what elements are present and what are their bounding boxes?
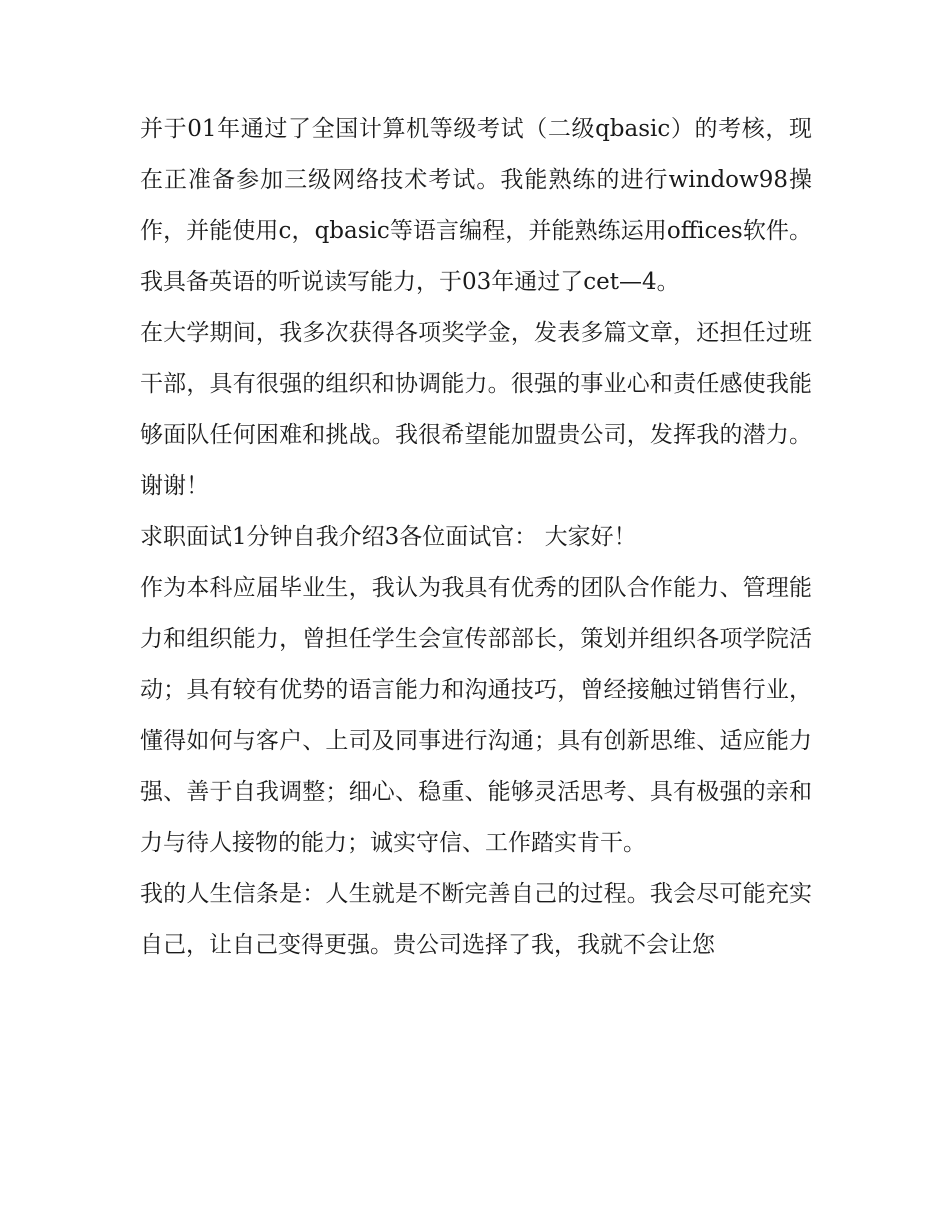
paragraph-university-achievements: 在大学期间，我多次获得各项奖学金，发表多篇文章，还担任过班干部，具有很强的组织和协调能力。很强的事业心和责任感使我能够面队任何困难和挑战。我很希望能加盟贵公司，发挥我的潜力。谢谢！ xyxy=(140,320,812,499)
paragraph-abilities: 作为本科应届毕业生，我认为我具有优秀的团队合作能力、管理能力和组织能力，曾担任学生会宣传部部长，策划并组织各项学院活动；具有较有优势的语言能力和沟通技巧，曾经接触过销售行业，懂得如何与客户、上司及同事进行沟通；具有创新思维、适应能力强、善于自我调整；细心、稳重、能够灵活思考、具有极强的亲和力与待人接物的能力；诚实守信、工作踏实肯干。 xyxy=(140,575,812,856)
paragraph-life-motto: 我的人生信条是：人生就是不断完善自己的过程。我会尽可能充实自己，让自己变得更强。贵公司选择了我，我就不会让您 xyxy=(140,881,812,958)
paragraph-interview-heading: 求职面试1分钟自我介绍3各位面试官： 大家好！ xyxy=(140,524,637,550)
document-body xyxy=(140,104,812,971)
paragraph-education-skills: 并于01年通过了全国计算机等级考试（二级qbasic）的考核，现在正准备参加三级网络技术考试。我能熟练的进行window98操作，并能使用c，qbasic等语言编程，并能熟练运用offices软件。我具备英语的听说读写能力，于03年通过了cet—4。 xyxy=(140,116,812,295)
